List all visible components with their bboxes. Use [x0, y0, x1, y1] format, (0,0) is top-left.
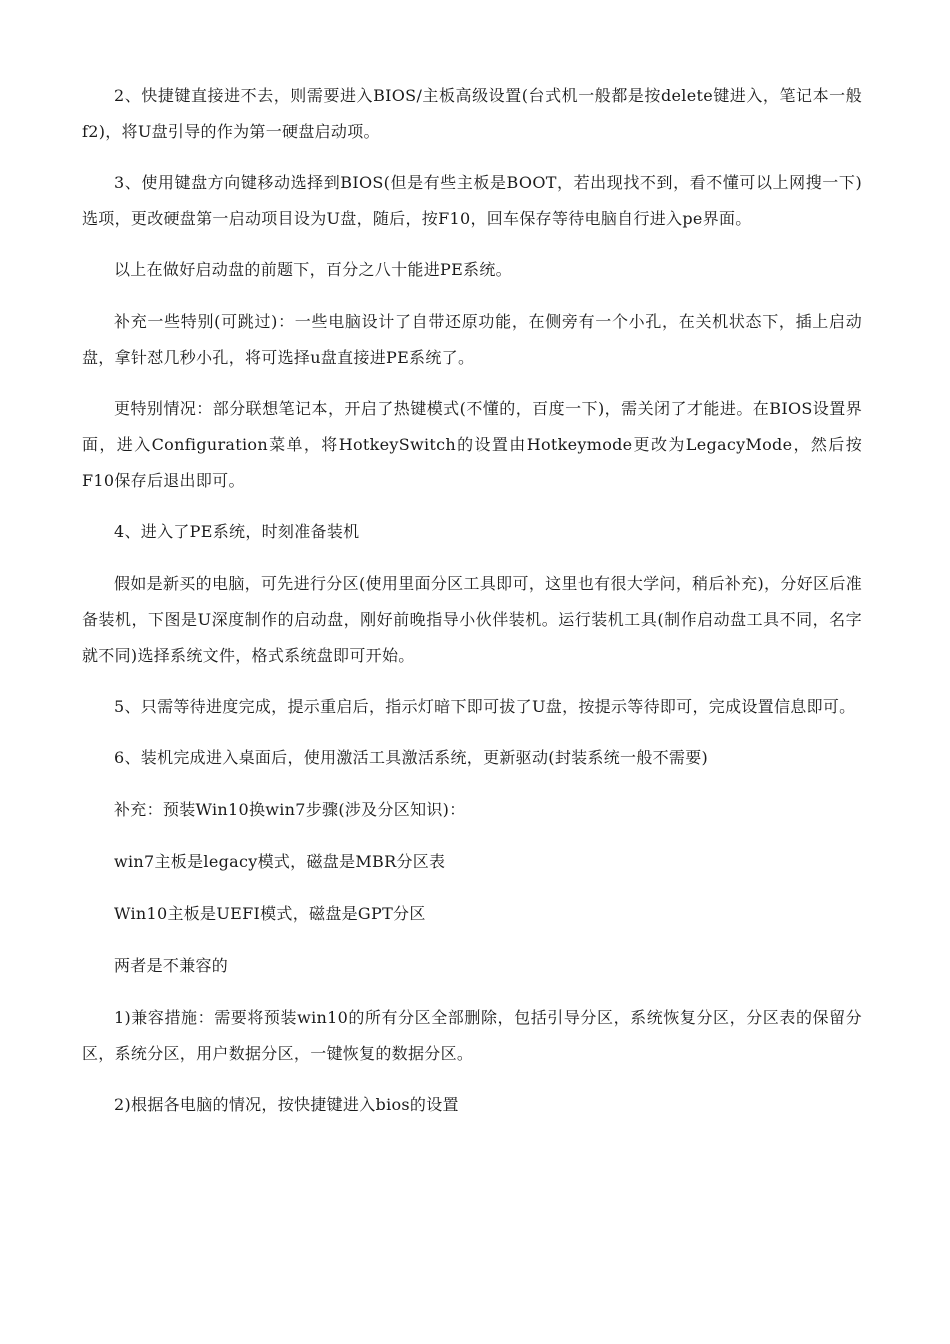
paragraph-compat-measure: 1)兼容措施：需要将预装win10的所有分区全部删除，包括引导分区，系统恢复分区，分区表的保留分区，系统分区，用户数据分区，一键恢复的数据分区。 — [82, 1008, 862, 1063]
paragraph-step-5: 5、只需等待进度完成，提示重启后，指示灯暗下即可拔了U盘，按提示等待即可，完成设置信息即可。 — [114, 697, 856, 716]
paragraph-bios-setting: 2)根据各电脑的情况，按快捷键进入bios的设置 — [114, 1095, 459, 1114]
paragraph-lenovo-hotkey: 更特别情况：部分联想笔记本，开启了热键模式(不懂的，百度一下)，需关闭了才能进。在BIOS设置界面，进入Configuration菜单，将HotkeySwitch的设置由Hotkeymode更改为LegacyMode，然后按F10保存后退出即可。 — [82, 399, 862, 490]
paragraph-step-3: 3、使用键盘方向键移动选择到BIOS(但是有些主板是BOOT，若出现找不到，看不懂可以上网搜一下)选项，更改硬盘第一启动项目设为U盘，随后，按F10，回车保存等待电脑自行进入pe界面。 — [82, 173, 862, 228]
paragraph-partition: 假如是新买的电脑，可先进行分区(使用里面分区工具即可，这里也有很大学问，稍后补充)，分好区后准备装机，下图是U深度制作的启动盘，刚好前晚指导小伙伴装机。运行装机工具(制作启动盘工具不同，名字就不同)选择系统文件，格式系统盘即可开始。 — [82, 574, 862, 665]
paragraph-supplement-restore: 补充一些特别(可跳过)：一些电脑设计了自带还原功能，在侧旁有一个小孔，在关机状态下，插上启动盘，拿针怼几秒小孔，将可选择u盘直接进PE系统了。 — [82, 312, 862, 367]
paragraph-step-6: 6、装机完成进入桌面后，使用激活工具激活系统，更新驱动(封装系统一般不需要) — [114, 748, 709, 767]
paragraph-step-2: 2、快捷键直接进不去，则需要进入BIOS/主板高级设置(台式机一般都是按delete键进入，笔记本一般f2)，将U盘引导的作为第一硬盘启动项。 — [82, 86, 862, 141]
paragraph-win10-gpt: Win10主板是UEFI模式，磁盘是GPT分区 — [114, 904, 426, 923]
paragraph-summary: 以上在做好启动盘的前题下，百分之八十能进PE系统。 — [114, 260, 512, 279]
paragraph-win7-mbr: win7主板是legacy模式，磁盘是MBR分区表 — [114, 852, 446, 871]
paragraph-win10-to-win7: 补充：预装Win10换win7步骤(涉及分区知识)： — [114, 800, 466, 819]
document-page — [82, 78, 862, 1139]
paragraph-incompatible: 两者是不兼容的 — [114, 956, 229, 975]
paragraph-step-4: 4、进入了PE系统，时刻准备装机 — [114, 522, 360, 541]
